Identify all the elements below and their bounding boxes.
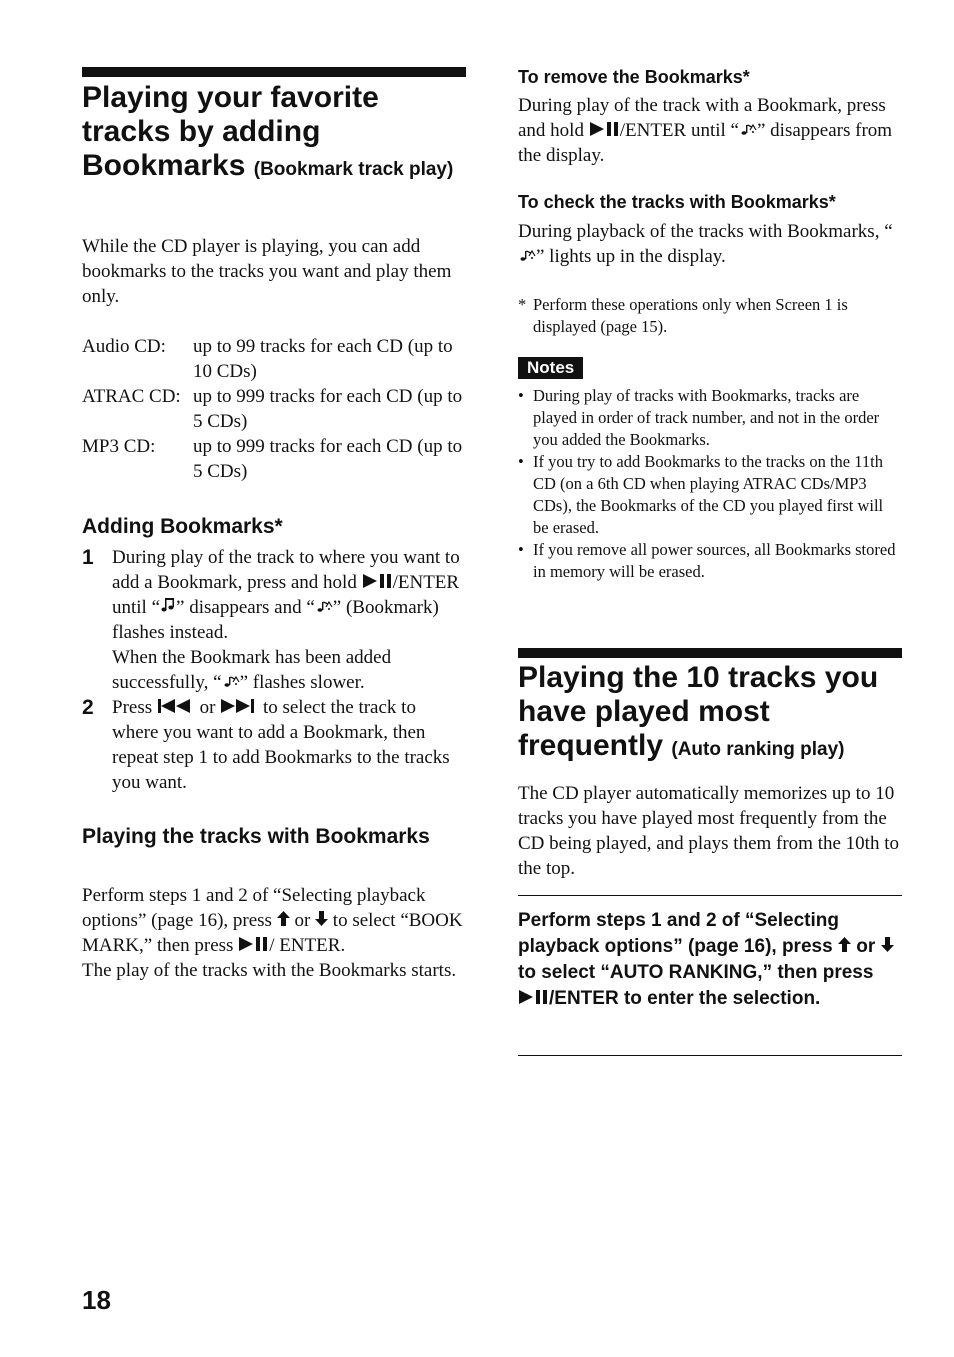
play-pause-icon — [518, 990, 549, 1004]
list-item: • If you try to add Bookmarks to the tracks on the 11th CD (on a 6th CD when playing ATRAC CDs/MP3 CDs), the Bookmarks of the CD you played first will be erased. — [518, 452, 884, 537]
music-note-icon — [160, 597, 176, 613]
up-arrow-icon — [838, 937, 851, 952]
bookmark-icon — [222, 674, 240, 688]
footnote — [518, 294, 902, 338]
adding-bookmarks-heading: Adding Bookmarks* — [82, 515, 283, 538]
section1-intro: While the CD player is playing, you can add bookmarks to the tracks you want and play them only. — [82, 236, 452, 307]
section1-title-main: Playing your favorite tracks by adding Bookmarks — [82, 81, 379, 182]
list-item: • During play of tracks with Bookmarks, tracks are played in order of track number, and not in the order you added the Bookmarks. — [518, 386, 880, 449]
play-pause-icon — [362, 574, 393, 588]
section2-title-sub: (Auto ranking play) — [671, 739, 845, 760]
play-pause-icon — [238, 937, 269, 951]
section2-intro: The CD player automatically memorizes up to 10 tracks you have played most frequently from the CD being played, and plays them from the 10th to the top. — [518, 783, 899, 879]
step-1: 1 During play of the track to where you want to add a Bookmark, press and hold /ENTER until “ ” disappears and “ ” (Bookmark) flashes instead. When the Bookmark has been added successfully, “ ” flashes slower. — [82, 546, 460, 693]
down-arrow-icon — [881, 937, 894, 952]
spec-value: up to 99 tracks for each CD (up to 10 CDs) — [193, 336, 453, 382]
down-arrow-icon — [315, 911, 328, 926]
notes-badge: Notes — [518, 357, 583, 379]
spec-label: Audio CD: — [82, 336, 166, 357]
spec-list — [82, 334, 466, 484]
page-number: 18 — [82, 1285, 111, 1315]
previous-track-icon — [157, 699, 195, 713]
section1-rule — [82, 67, 466, 77]
spec-row — [82, 434, 466, 484]
bookmark-icon — [739, 122, 757, 136]
bookmark-icon — [315, 599, 333, 613]
remove-bookmarks-text: During play of the track with a Bookmark, press and hold /ENTER until “ ” disappears from the display. — [518, 95, 893, 166]
auto-ranking-instruction: Perform steps 1 and 2 of “Selecting playback options” (page 16), press or to select “AUTO RANKING,” then press /ENTER to enter the selection. — [518, 908, 902, 1012]
step-number: 2 — [82, 696, 94, 719]
spec-value: up to 999 tracks for each CD (up to 5 CDs) — [193, 436, 463, 482]
section2-rule — [518, 648, 902, 658]
check-bookmarks-text: During playback of the tracks with Bookmarks, “” lights up in the display. — [518, 221, 893, 267]
spec-row — [82, 384, 466, 434]
spec-label: ATRAC CD: — [82, 386, 181, 407]
playing-bookmarks-heading: Playing the tracks with Bookmarks — [82, 825, 430, 848]
notes-list — [518, 385, 902, 583]
spec-value: up to 999 tracks for each CD (up to 5 CDs) — [193, 386, 463, 432]
playing-bookmarks-text: Perform steps 1 and 2 of “Selecting playback options” (page 16), press or to select “BOOK MARK,” then press / ENTER. The play of the tracks with the Bookmarks starts. — [82, 885, 463, 981]
bookmark-icon — [518, 248, 536, 262]
instruction-top-rule — [518, 895, 902, 896]
remove-bookmarks-heading: To remove the Bookmarks* — [518, 67, 750, 87]
section1-title-sub: (Bookmark track play) — [253, 159, 454, 180]
section2-title-main: Playing the 10 tracks you have played most frequently — [518, 661, 879, 762]
list-item: • If you remove all power sources, all Bookmarks stored in memory will be erased. — [518, 540, 896, 581]
step-number: 1 — [82, 546, 94, 569]
step-2: 2 Press or to select the track to where you want to add a Bookmark, then repeat step 1 to add Bookmarks to the tracks you want. — [82, 696, 450, 793]
up-arrow-icon — [277, 911, 290, 926]
check-bookmarks-heading: To check the tracks with Bookmarks* — [518, 192, 836, 212]
footnote-mark: * — [518, 295, 527, 314]
play-pause-icon — [589, 122, 620, 136]
spec-row — [82, 334, 466, 384]
section1-title — [82, 81, 466, 187]
next-track-icon — [220, 699, 258, 713]
adding-steps — [82, 545, 466, 795]
spec-label: MP3 CD: — [82, 436, 156, 457]
instruction-bottom-rule — [518, 1055, 902, 1056]
footnote-text: Perform these operations only when Screen 1 is displayed (page 15). — [533, 295, 848, 336]
section2-title — [518, 661, 902, 767]
